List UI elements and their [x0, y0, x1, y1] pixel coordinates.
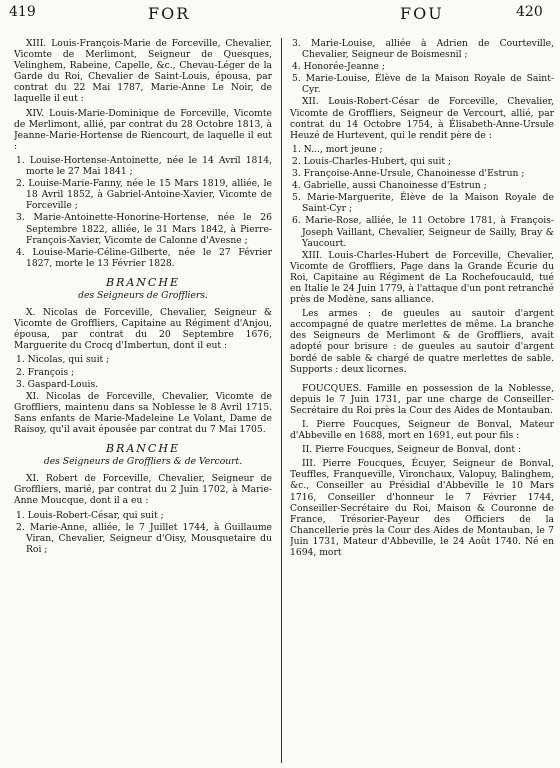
list-item: 1. Louise-Hortense-Antoinette, née le 14 Avril 1814, morte le 27 Mai 1841 ; [16, 154, 272, 178]
list-item: 2. Louis-Charles-Hubert, qui suit ; [292, 155, 452, 167]
entry-pierre-foucques-ii: II. Pierre Foucques, Seigneur de Bonval, dont : [302, 444, 522, 456]
list-item: 5. Marie-Marguerite, Élève de la Maison Royale de Saint-Cyr ; [292, 192, 554, 215]
running-header [0, 4, 560, 26]
entry-louis-charles-hubert: XIII. Louis-Charles-Hubert de Forceville, Chevalier, Vicomte de Groffliers, Page dans la Grande Écurie du Roi, Capitaine au Régiment de La Rochefoucauld, tué en Italie le 24 Juin 1779, à l'attaque d'un pont retranché près de Modène, sans alliance. [290, 249, 554, 306]
list-item: 3. Françoise-Anne-Ursule, Chanoinesse d'Estrun ; [292, 168, 525, 180]
children-list-0 [290, 38, 554, 95]
entry-robert: XI. Robert de Forceville, Chevalier, Seigneur de Groffliers, marié, par contrat du 2 Juin 1702, à Marie-Anne Moucque, dont il a eu : [14, 473, 272, 507]
branch-heading: BRANCHE [106, 442, 180, 456]
entry-louis-francois-marie: XIII. Louis-François-Marie de Forceville, Chevalier, Vicomte de Merlimont, Seigneur de Quesques, Velinghem, Rabeine, Capelle, &c., Chevau-Léger de la Garde du Roi, Chevalier de Saint-Louis, épousa, par contrat du 22 Mai 1787, Marie-Anne Le Noir, de laquelle il eut : [14, 38, 272, 105]
page-number-right: 420 [516, 4, 543, 20]
list-item: 3. Marie-Louise, alliée à Adrien de Courteville, Chevalier, Seigneur de Boismesnil ; [292, 38, 554, 61]
entry-nicolas-x: X. Nicolas de Forceville, Chevalier, Seigneur & Vicomte de Groffliers, Capitaine au Régiment d'Anjou, épousa, par contrat du 20 Septembre 1676, Marguerite du Crocq d'Imbertun, dont il eut : [14, 307, 272, 352]
entry-foucques-family: FOUCQUES. Famille en possession de la Noblesse, depuis le 7 Juin 1731, par une charge de Conseiller-Secrétaire du Roi près la Cour des Aides de Montauban. [290, 382, 554, 416]
list-item: 1. N..., mort jeune ; [292, 143, 383, 155]
entry-pierre-foucques-iii: III. Pierre Foucques, Écuyer, Seigneur de Bonval, Teuffles, Franqueville, Vironchaux, Valopuy, Balinghem, &c., Conseiller au Présidial d'Abbeville le 10 Mars 1716, Conseiller d'honneur le 7 Février 1744, Conseiller-Secrétaire du Roi, Maison & Couronne de France, Trésorier-Payeur des Officiers de la Chancellerie près la Cour des Aides de Montauban, le 7 Juin 1731, Mateur d'Abbeville, le 24 Août 1740. Né en 1694, mort [290, 458, 554, 559]
arms-description: Les armes : de gueules au sautoir d'argent accompagné de quatre merlettes de même. La branche des Seigneurs de Merlimont & de Groffliers, avait adopté pour brisure : de gueules au sautoir d'argent bordé de sable & chargé de quatre merlettes de sable. Supports : deux licornes. [290, 308, 554, 375]
branch-subheading: des Seigneurs de Groffliers. [78, 289, 208, 301]
list-item: 5. Marie-Louise, Élève de la Maison Royale de Saint-Cyr. [292, 73, 554, 96]
right-column [290, 38, 554, 763]
list-item: 2. Louise-Marie-Fanny, née le 15 Mars 1819, alliée, le 18 Avril 1852, à Gabriel-Antoine-Xavier, Vicomte de Forceville ; [16, 178, 272, 212]
list-item: 4. Louise-Marie-Céline-Gilberte, née le 27 Février 1827, morte le 13 Février 1828. [16, 246, 272, 269]
list-item: 4. Honorée-Jeanne ; [292, 61, 385, 73]
list-item: 1. Nicolas, qui suit ; [16, 354, 110, 366]
branch-subheading: des Seigneurs de Groffliers & de Vercourt. [43, 456, 243, 468]
running-title-right: FOU [400, 4, 444, 23]
list-item: 2. François ; [16, 366, 75, 378]
list-item: 6. Marie-Rose, alliée, le 11 Octobre 1781, à François-Joseph Vaillant, Chevalier, Seigneur de Sailly, Bray & Yaucourt. [292, 215, 554, 249]
children-list-1 [14, 155, 272, 269]
page-number-left: 419 [9, 4, 36, 20]
entry-louis-marie-dominique: XIV. Louis-Marie-Dominique de Forceville, Vicomte de Merlimont, allié, par contrat du 28 Octobre 1813, à Jeanne-Marie-Hortense de Riencourt, de laquelle il eut : [14, 107, 272, 152]
list-item: 4. Gabrielle, aussi Chanoinesse d'Estrun ; [292, 180, 487, 192]
running-title-left: FOR [148, 4, 191, 23]
children-list-4 [290, 144, 554, 249]
list-item: 2. Marie-Anne, alliée, le 7 Juillet 1744, à Guillaume Viran, Chevalier, Seigneur d'Oisy, Mousquetaire du Roi ; [16, 521, 272, 555]
children-list-2 [14, 354, 272, 389]
branch-heading: BRANCHE [106, 275, 180, 289]
left-column [14, 38, 272, 763]
children-list-3 [14, 510, 272, 555]
list-item: 1. Louis-Robert-César, qui suit ; [16, 509, 164, 521]
list-item: 3. Marie-Antoinette-Honorine-Hortense, née le 26 Septembre 1822, alliée, le 31 Mars 1842, à Pierre-François-Xavier, Vicomte de Calonne d'Avesne ; [16, 212, 272, 246]
entry-nicolas-xi: XI. Nicolas de Forceville, Chevalier, Vicomte de Groffliers, maintenu dans sa Noblesse le 8 Avril 1715. Sans enfants de Marie-Madeleine Le Volant, Dame de Raisoy, qu'il avait épousée par contrat du 7 Mai 1705. [14, 390, 272, 435]
entry-pierre-foucques-i: I. Pierre Foucques, Seigneur de Bonval, Mateur d'Abbeville en 1688, mort en 1691, eut pour fils : [290, 419, 554, 442]
column-divider [281, 38, 282, 763]
entry-louis-robert-cesar: XII. Louis-Robert-César de Forceville, Chevalier, Vicomte de Groffliers, Seigneur de Vercourt, allié, par contrat du 14 Octobre 1754, à Élisabeth-Anne-Ursule Heuzé de Hurtevent, qui le rendit père de : [290, 96, 554, 141]
list-item: 3. Gaspard-Louis. [16, 378, 99, 390]
